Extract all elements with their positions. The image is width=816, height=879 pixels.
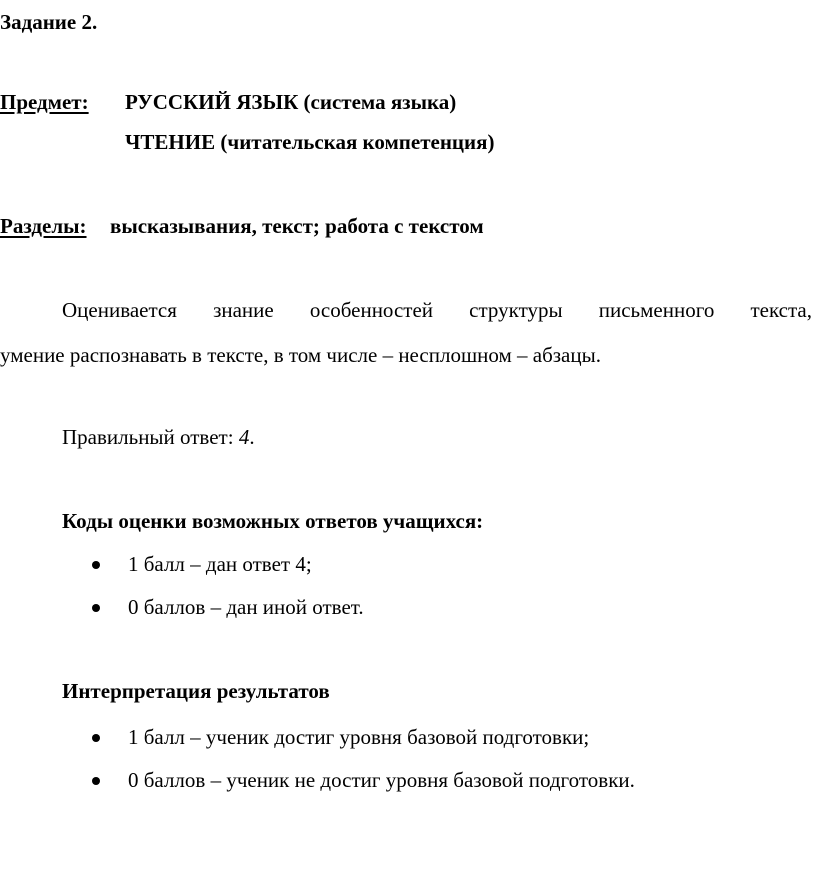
codes-item-2: 0 баллов – дан иной ответ. bbox=[128, 595, 364, 619]
bullet-icon bbox=[92, 604, 100, 612]
correct-answer-suffix: . bbox=[249, 425, 255, 449]
interpretation-heading: Интерпретация результатов bbox=[62, 679, 330, 703]
description-line-2: умение распознавать в тексте, в том числе – несплошном – абзацы. bbox=[0, 343, 601, 367]
interpretation-item-1: 1 балл – ученик достиг уровня базовой подготовки; bbox=[128, 725, 590, 749]
bullet-icon bbox=[92, 561, 100, 569]
interpretation-item-2: 0 баллов – ученик не достиг уровня базовой подготовки. bbox=[128, 768, 635, 792]
bullet-icon bbox=[92, 734, 100, 742]
task-title: Задание 2. bbox=[0, 10, 98, 34]
description-line-1: Оценивается знание особенностей структуры письменного текста, bbox=[62, 298, 812, 322]
subject-line-2: ЧТЕНИЕ (читательская компетенция) bbox=[125, 130, 495, 154]
sections-label: Разделы: bbox=[0, 214, 87, 238]
correct-answer-label: Правильный ответ: bbox=[62, 425, 239, 449]
subject-label: Предмет: bbox=[0, 90, 89, 114]
correct-answer-value: 4 bbox=[238, 425, 250, 449]
sections-value: высказывания, текст; работа с текстом bbox=[110, 214, 484, 238]
codes-item-1: 1 балл – дан ответ 4; bbox=[128, 552, 312, 576]
correct-answer bbox=[62, 427, 255, 448]
codes-heading: Коды оценки возможных ответов учащихся: bbox=[62, 509, 484, 533]
subject-line-1: РУССКИЙ ЯЗЫК (система языка) bbox=[125, 90, 457, 114]
bullet-icon bbox=[92, 777, 100, 785]
